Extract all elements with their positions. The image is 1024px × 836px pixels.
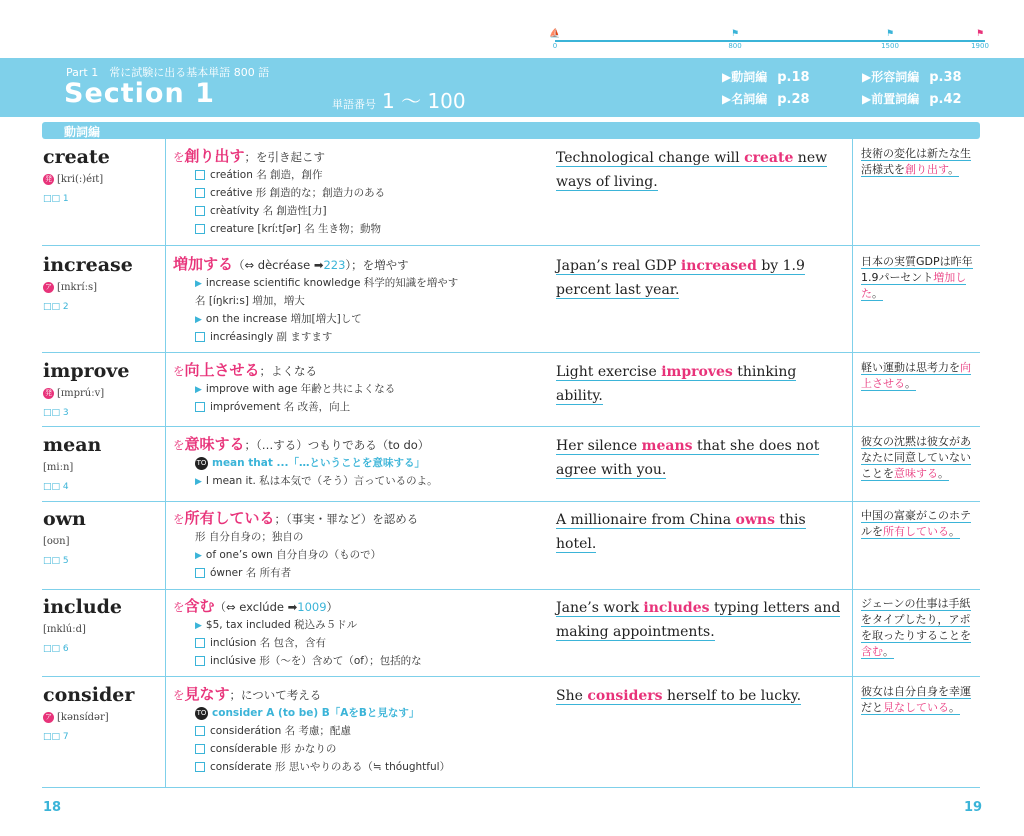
example-sentence <box>556 146 844 194</box>
meaning-line <box>173 434 543 454</box>
row-divider <box>42 352 980 353</box>
checkbox-icon[interactable] <box>195 224 205 234</box>
derivative-line <box>195 454 543 472</box>
pronunciation <box>43 388 104 399</box>
meaning-line <box>173 254 543 274</box>
meaning-prefix: を <box>173 364 185 378</box>
derivative-line <box>195 472 543 490</box>
row-divider <box>42 426 980 427</box>
arrow-icon: ▶ <box>195 477 202 487</box>
derivative-text: of one’s own 自分自身の（もので） <box>205 549 382 561</box>
checkbox-icon[interactable] <box>195 744 205 754</box>
translation-keyword: 創り出す <box>905 163 949 176</box>
example-sentence <box>556 508 844 556</box>
derivative-line <box>195 634 543 652</box>
meaning-block <box>173 360 543 416</box>
meaning-rest: ；よくなる <box>259 364 318 378</box>
derivative-line <box>195 220 543 238</box>
derivative-text: mean that ...「…ということを意味する」 <box>212 457 425 469</box>
derivative-text: consider A (to be) B「AをBと見なす」 <box>212 707 420 719</box>
example-keyword: increased <box>680 258 757 274</box>
headword: include <box>43 596 123 618</box>
checkbox-icon[interactable] <box>195 170 205 180</box>
section-banner <box>0 58 1024 117</box>
to-phrase-icon: TO <box>195 707 208 720</box>
example-translation <box>861 254 981 302</box>
example-text: by 1.9 percent last year. <box>556 258 805 298</box>
meaning-rest: ） <box>326 600 339 614</box>
link-adjectives[interactable]: ▶形容詞編 p.38 <box>862 70 962 85</box>
column-divider <box>852 139 853 788</box>
translation-text: 軽い運動は思考力を <box>861 361 960 374</box>
derivative-text: increase scientific knowledge 科学的知識を増やす <box>205 277 459 289</box>
example-translation <box>861 360 981 392</box>
headword: mean <box>43 434 102 456</box>
derivative-text: consíderate 形 思いやりのある（≒ thóughtful） <box>210 761 451 773</box>
derivative-text: $5, tax included 税込み５ドル <box>205 619 358 631</box>
example-keyword: create <box>744 150 794 166</box>
translation-keyword: 含む <box>861 645 883 658</box>
translation-text: 。 <box>949 701 960 714</box>
example-text: Her silence <box>556 438 642 454</box>
meaning-block <box>173 434 543 490</box>
pronunciation-badge: 発 <box>45 389 52 397</box>
translation-text: 日本の実質GDPは昨年1.9パーセント <box>861 255 973 284</box>
column-divider <box>165 139 166 788</box>
translation-text: 。 <box>948 163 960 176</box>
link-verbs[interactable]: ▶動詞編 p.18 <box>722 70 810 85</box>
pronunciation-text: [ɪnklúːd] <box>43 624 86 635</box>
meaning-line <box>173 360 543 380</box>
pronunciation <box>43 536 69 547</box>
progress-timeline <box>545 26 990 50</box>
derivative-text: I mean it. 私は本気で（そう）言っているのよ。 <box>205 475 438 487</box>
meaning-main: 所有している <box>184 509 275 527</box>
page-number-right: 19 <box>964 800 983 815</box>
derivative-text: inclúsive 形（～を）含めて（of）；包括的な <box>210 655 422 667</box>
derivative-text: 名 [íŋkriːs] 増加，増大 <box>195 295 305 307</box>
pronunciation <box>43 624 86 635</box>
arrow-icon: ▶ <box>195 279 202 289</box>
example-sentence <box>556 254 844 302</box>
pronunciation-badge: ア <box>45 713 52 721</box>
flag-icon: ⚑ <box>730 29 740 39</box>
meaning-rest: ）；を増やす <box>345 258 409 272</box>
meaning-block <box>173 146 543 238</box>
example-text: thinking ability. <box>556 364 797 404</box>
page-number-left: 18 <box>43 800 62 815</box>
example-text: She <box>556 688 588 704</box>
pronunciation <box>43 174 103 185</box>
example-text: Technological change will <box>556 150 745 166</box>
meaning-block <box>173 684 543 776</box>
link-prepositions[interactable]: ▶前置詞編 p.42 <box>862 92 962 107</box>
progress-line <box>555 40 985 42</box>
word-number: □□ 7 <box>43 732 69 742</box>
pronunciation-text: [ɪmprúːv] <box>57 388 105 399</box>
progress-tick: 800 <box>728 42 742 50</box>
headword: increase <box>43 254 133 276</box>
meaning-rest: （⇔ exclúde ➡ <box>214 600 298 614</box>
checkbox-icon[interactable] <box>195 726 205 736</box>
word-number: □□ 4 <box>43 482 69 492</box>
headword: consider <box>43 684 135 706</box>
example-text: typing letters and making appointments. <box>556 600 841 640</box>
meaning-main: 創り出す <box>184 147 245 165</box>
progress-marker-icon: ⛵ <box>549 29 561 39</box>
pronunciation-text: [oʊn] <box>43 536 70 547</box>
checkbox-icon[interactable] <box>195 402 205 412</box>
pronunciation <box>43 282 97 293</box>
translation-text: 。 <box>938 467 949 480</box>
to-phrase-icon: TO <box>195 457 208 470</box>
derivative-line <box>195 652 543 670</box>
derivative-line <box>195 310 543 328</box>
checkbox-icon[interactable] <box>195 206 205 216</box>
derivative-text: considerátion 名 考慮；配慮 <box>210 725 351 737</box>
checkbox-icon[interactable] <box>195 762 205 772</box>
headword: own <box>43 508 86 530</box>
derivative-line <box>195 758 543 776</box>
row-divider <box>42 501 980 502</box>
checkbox-icon[interactable] <box>195 568 205 578</box>
example-text: herself to be lucky. <box>662 688 802 704</box>
headword: improve <box>43 360 130 382</box>
link-nouns[interactable]: ▶名詞編 p.28 <box>722 92 810 107</box>
derivative-line <box>195 292 543 310</box>
example-translation <box>861 596 981 660</box>
derivative-line <box>195 528 543 546</box>
derivative-text: creátion 名 創造，創作 <box>210 169 323 181</box>
example-translation <box>861 684 981 716</box>
example-text: Japan’s real GDP <box>556 258 681 274</box>
category-bar <box>42 122 980 139</box>
derivative-text: ówner 名 所有者 <box>210 567 292 579</box>
meaning-rest: ；（…する）つもりである（to do） <box>244 438 430 452</box>
example-sentence <box>556 434 844 482</box>
meaning-main: 意味する <box>184 435 245 453</box>
pronunciation-text: [ɪnkríːs] <box>57 282 97 293</box>
translation-keyword: 向上させる <box>861 361 971 390</box>
row-divider <box>42 676 980 677</box>
example-keyword: includes <box>643 600 710 616</box>
derivative-line <box>195 740 543 758</box>
derivative-line <box>195 564 543 582</box>
meaning-block <box>173 596 543 670</box>
derivative-line <box>195 398 543 416</box>
derivative-text: incréasingly 副 ますます <box>210 331 333 343</box>
example-keyword: means <box>641 438 693 454</box>
meaning-line <box>173 684 543 704</box>
derivative-text: on the increase 増加[増大]して <box>205 313 362 325</box>
example-text: Jane’s work <box>556 600 644 616</box>
translation-keyword: 所有している <box>883 525 949 538</box>
derivative-text: crèatívity 名 創造性[力] <box>210 205 327 217</box>
checkbox-icon[interactable] <box>195 638 205 648</box>
meaning-prefix: を <box>173 688 185 702</box>
meaning-prefix: を <box>173 438 185 452</box>
row-divider <box>42 589 980 590</box>
word-number: □□ 1 <box>43 194 69 204</box>
meaning-line <box>173 146 543 166</box>
example-text: this hotel. <box>556 512 806 552</box>
meaning-rest: ；について考える <box>229 688 322 702</box>
meaning-line <box>173 596 543 616</box>
pronunciation-badge: 発 <box>45 175 52 183</box>
meaning-rest: ；（事実・罪など）を認める <box>274 512 419 526</box>
derivative-text: creátive 形 創造的な；創造力のある <box>210 187 386 199</box>
cross-reference[interactable]: 223 <box>323 258 346 272</box>
translation-keyword: 増加した <box>861 271 967 300</box>
meaning-prefix: を <box>173 512 185 526</box>
arrow-icon: ▶ <box>195 551 202 561</box>
meaning-rest: ；を引き起こす <box>244 150 326 164</box>
translation-text: 。 <box>949 525 960 538</box>
translation-text: 。 <box>872 287 883 300</box>
derivative-text: consíderable 形 かなりの <box>210 743 337 755</box>
meaning-prefix: を <box>173 150 185 164</box>
meaning-main: 見なす <box>184 685 230 703</box>
derivative-line <box>195 328 543 346</box>
example-keyword: considers <box>587 688 663 704</box>
word-number: □□ 2 <box>43 302 69 312</box>
example-translation <box>861 508 981 540</box>
flag-icon: ⚑ <box>885 29 895 39</box>
derivative-line <box>195 166 543 184</box>
meaning-main: 含む <box>184 597 215 615</box>
word-number: □□ 6 <box>43 644 69 654</box>
derivative-text: 形 自分自身の；独自の <box>195 531 304 543</box>
example-keyword: improves <box>661 364 733 380</box>
example-sentence <box>556 360 844 408</box>
goal-flag-icon: ⚑ <box>975 29 985 39</box>
derivative-text: inclúsion 名 包含，含有 <box>210 637 327 649</box>
derivative-line <box>195 274 543 292</box>
arrow-icon: ▶ <box>195 385 202 395</box>
translation-text: ジェーンの仕事は手紙をタイプしたり，アポを取ったりすることを <box>861 597 971 642</box>
meaning-rest: （⇔ dècréase ➡ <box>233 258 324 272</box>
translation-keyword: 意味する <box>894 467 938 480</box>
pronunciation <box>43 462 73 473</box>
meaning-line <box>173 508 543 528</box>
meaning-main: 向上させる <box>184 361 260 379</box>
example-sentence <box>556 684 844 708</box>
example-sentence <box>556 596 844 644</box>
range-value: 1 〜 100 <box>382 89 466 113</box>
example-text: new ways of living. <box>556 150 828 190</box>
translation-keyword: 見なしている <box>883 701 949 714</box>
pronunciation-text: [kri(:)éɪt] <box>57 174 104 185</box>
meaning-block <box>173 508 543 582</box>
translation-text: 中国の富豪がこのホテルを <box>861 509 971 538</box>
pronunciation-text: [miːn] <box>43 462 74 473</box>
arrow-icon: ▶ <box>195 315 202 325</box>
headword: create <box>43 146 110 168</box>
translation-text: 技術の変化は新たな生活様式を <box>861 147 971 176</box>
derivative-line <box>195 704 543 722</box>
checkbox-icon[interactable] <box>195 332 205 342</box>
derivative-text: improve with age 年齢と共によくなる <box>205 383 396 395</box>
section-title: Section 1 <box>64 78 215 109</box>
derivative-line <box>195 616 543 634</box>
meaning-block <box>173 254 543 346</box>
translation-text: 。 <box>883 645 894 658</box>
example-text: that she does not agree with you. <box>556 438 820 478</box>
cross-reference[interactable]: 1009 <box>297 600 327 614</box>
translation-text: 。 <box>905 377 916 390</box>
pronunciation-badge: ア <box>45 283 52 291</box>
example-keyword: owns <box>735 512 775 528</box>
progress-tick: 1900 <box>971 42 989 50</box>
row-divider <box>42 245 980 246</box>
word-number: □□ 3 <box>43 408 69 418</box>
part-title: Part 1 常に試験に出る基本単語 800 語 <box>66 66 270 79</box>
derivative-line <box>195 722 543 740</box>
example-translation <box>861 146 981 178</box>
derivative-text: impróvement 名 改善，向上 <box>210 401 351 413</box>
progress-tick: 1500 <box>881 42 899 50</box>
derivative-text: creature [kríːtʃər] 名 生き物；動物 <box>210 223 382 235</box>
word-number: □□ 5 <box>43 556 69 566</box>
derivative-line <box>195 546 543 564</box>
derivative-line <box>195 380 543 398</box>
range-label: 単語番号 <box>332 98 376 111</box>
row-divider <box>42 787 980 788</box>
meaning-main: 増加する <box>173 255 234 273</box>
pronunciation-text: [kənsídər] <box>57 712 109 723</box>
derivative-line <box>195 202 543 220</box>
example-translation <box>861 434 981 482</box>
derivative-line <box>195 184 543 202</box>
progress-tick: 0 <box>552 42 558 50</box>
translation-text: 彼女は自分自身を幸運だと <box>861 685 971 714</box>
example-text: A millionaire from China <box>556 512 736 528</box>
word-range <box>332 85 466 114</box>
example-text: Light exercise <box>556 364 662 380</box>
arrow-icon: ▶ <box>195 621 202 631</box>
checkbox-icon[interactable] <box>195 656 205 666</box>
meaning-prefix: を <box>173 600 185 614</box>
pronunciation <box>43 712 109 723</box>
translation-text: 彼女の沈黙は彼女があなたに同意していないことを <box>861 435 971 480</box>
category-label: 動詞編 <box>64 125 101 139</box>
checkbox-icon[interactable] <box>195 188 205 198</box>
